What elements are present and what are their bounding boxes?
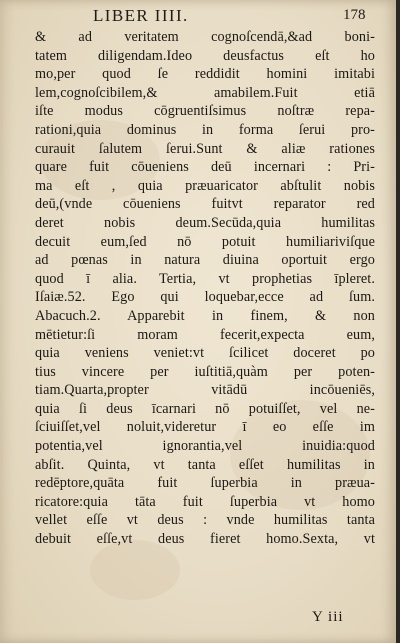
text-line: debuit eſſe,vt deus fieret homo.Sexta, vt bbox=[35, 531, 375, 548]
running-head: LIBER IIII. bbox=[93, 6, 189, 25]
text-line: ma eſt , quia præuaricator abſtulit nobis bbox=[35, 177, 375, 194]
text-line: & ad veritatem cognoſcendā,&ad boni- bbox=[35, 29, 375, 45]
text-line: decuit eum,ſed nō potuit humiliariviſque bbox=[35, 233, 375, 250]
text-line: mo,per quod ſe reddidit homini imitabi bbox=[35, 66, 375, 83]
paper-stain bbox=[90, 540, 180, 600]
text-line: iſte modus cōgruentiſsimus noſtræ repa- bbox=[35, 103, 375, 120]
text-line: ſciuiſſet,vel noluit,videretur ī eo eſſe im bbox=[35, 419, 375, 436]
text-line: Abacuch.2. Apparebit in finem, & non bbox=[35, 307, 375, 324]
page-header bbox=[0, 6, 396, 26]
signature-mark: Y iii bbox=[312, 609, 344, 625]
text-line: curauit ſalutem ſerui.Sunt & aliæ rationes bbox=[35, 140, 375, 157]
text-line: potentia,vel ignorantia,vel inuidia:quod bbox=[35, 438, 375, 455]
text-line: vellet eſſe vt deus : vnde humilitas tanta bbox=[35, 512, 375, 529]
text-line: redēptore,quāta fuit ſuperbia in præua- bbox=[35, 475, 375, 492]
text-line: lem,cognoſcibilem,& amabilem.Fuit etiā bbox=[35, 84, 375, 101]
text-line: tiam.Quarta,propter vitādū incōueniēs, bbox=[35, 382, 375, 399]
page-number: 178 bbox=[343, 7, 366, 23]
text-line: quare fuit cōueniens deū incernari : Pri- bbox=[35, 159, 375, 176]
text-line: ricatore:quia tāta fuit ſuperbia vt homo bbox=[35, 493, 375, 510]
text-line: deret nobis deum.Secūda,quia humilitas bbox=[35, 214, 375, 231]
text-line: tius vincere per iuſtitiā,quàm per poten- bbox=[35, 363, 375, 380]
text-line: mētietur:ſi moram fecerit,expecta eum, bbox=[35, 326, 375, 343]
text-line: Iſaiæ.52. Ego qui loquebar,ecce ad ſum. bbox=[35, 289, 375, 306]
text-line: deū,(vnde cōueniens fuitvt reparator red bbox=[35, 196, 375, 213]
text-line: ad pœnas in natura diuina oportuit ergo bbox=[35, 252, 375, 269]
text-line: abſit. Quinta, vt tanta eſſet humilitas in bbox=[35, 456, 375, 473]
text-line: quia veniens veniet:vt ſcilicet doceret po bbox=[35, 345, 375, 362]
text-line: tatem diligendam.Ideo deusfactus eſt ho bbox=[35, 47, 375, 64]
text-line: quod ī alia. Tertia, vt prophetias īpleret. bbox=[35, 270, 375, 287]
body-text bbox=[35, 28, 375, 549]
text-line: quia ſi deus īcarnari nō potuiſſet, vel ne- bbox=[35, 400, 375, 417]
text-line: rationi,quia dominus in forma ſerui pro- bbox=[35, 121, 375, 138]
